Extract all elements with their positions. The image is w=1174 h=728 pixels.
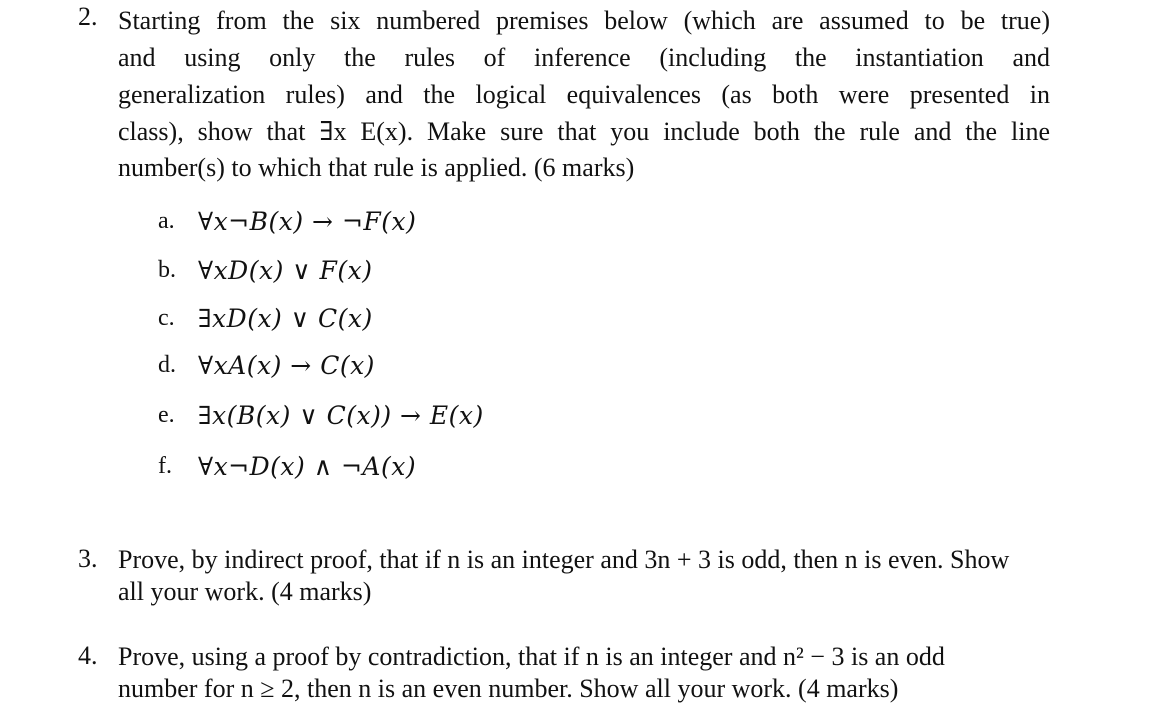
premise-formula: ∀xD(x) ∨ F(x) [198,256,373,285]
premise-label: b. [158,257,176,283]
premise-formula: ∃x(B(x) ∨ C(x)) → E(x) [198,401,484,430]
premise-item [0,202,700,242]
premise-item [0,251,700,291]
question-text-line: Prove, by indirect proof, that if n is an integer and 3n + 3 is odd, then n is even. Show [118,545,1010,574]
question-text-line: class), show that ∃x E(x). Make sure that you include both the rule and the line [118,117,1050,146]
question-text-line: number for n ≥ 2, then n is an even number. Show all your work. (4 marks) [118,674,899,703]
question-number: 4. [78,641,98,670]
premise-label: e. [158,402,175,428]
premise-label: f. [158,453,172,479]
premise-formula: ∀xA(x) → C(x) [198,351,375,380]
question-text-line: Prove, using a proof by contradiction, that if n is an integer and n² − 3 is an odd [118,642,945,671]
question-text-line: Starting from the six numbered premises below (which are assumed to be true) [118,6,1050,35]
premise-label: c. [158,305,175,331]
premise-item [0,396,700,436]
question-text-line: and using only the rules of inference (including the instantiation and [118,43,1050,72]
question-text-line: number(s) to which that rule is applied. (6 marks) [118,153,635,182]
premise-formula: ∃xD(x) ∨ C(x) [198,304,373,333]
premise-item [0,346,700,386]
premise-label: a. [158,208,175,234]
question-number: 2. [78,2,98,31]
premise-label: d. [158,352,176,378]
question-text-line: all your work. (4 marks) [118,577,372,606]
question-text-line: generalization rules) and the logical equivalences (as both were presented in [118,80,1050,109]
question-number: 3. [78,544,98,573]
premise-formula: ∀x¬B(x) → ¬F(x) [198,207,417,236]
premise-item [0,299,700,339]
premise-item [0,447,700,487]
premise-formula: ∀x¬D(x) ∧ ¬A(x) [198,452,417,481]
